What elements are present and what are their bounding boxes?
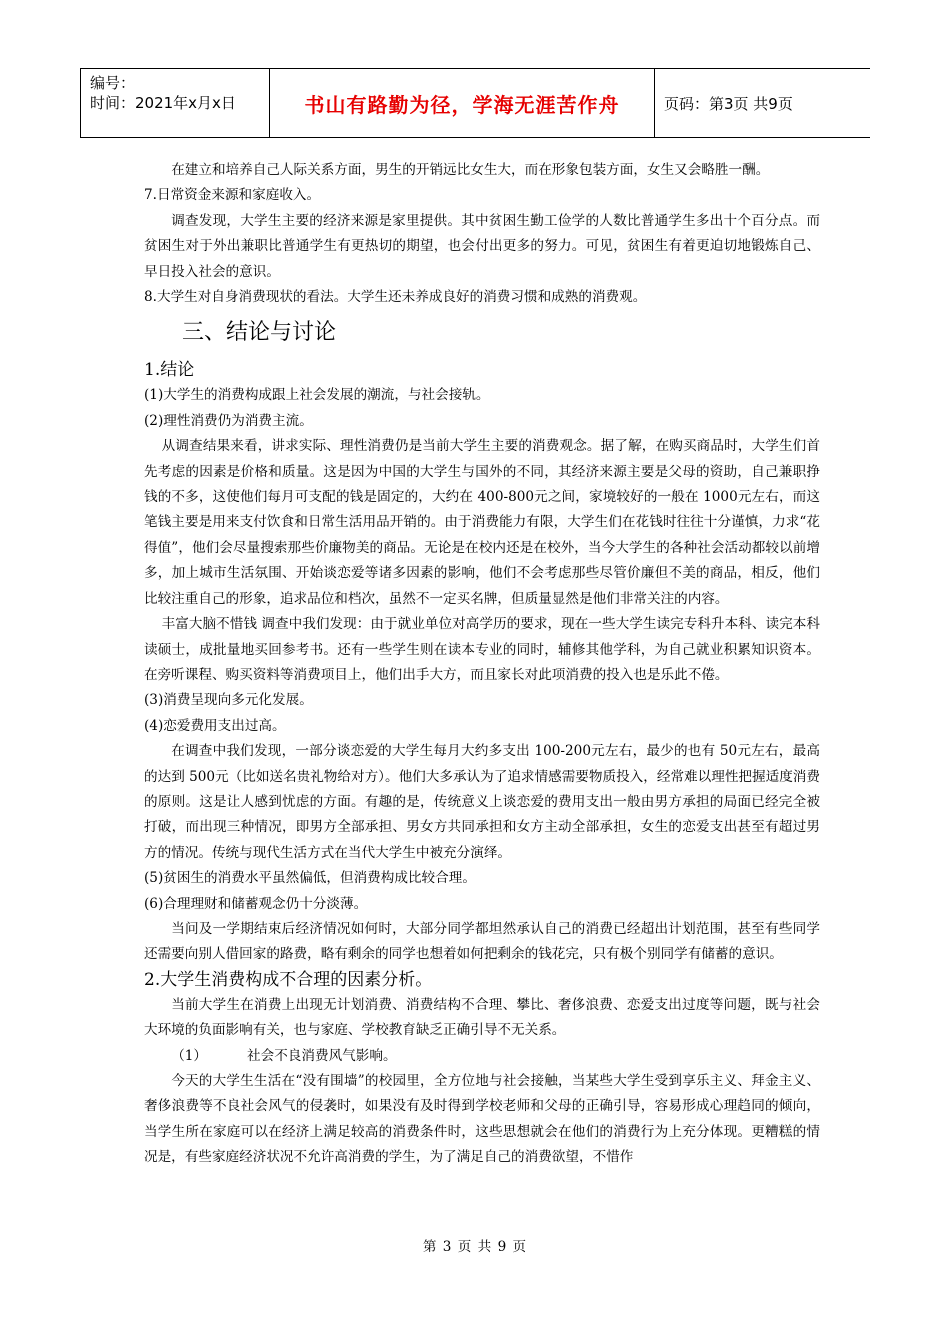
list-number: （1）	[171, 1047, 208, 1064]
subsection-heading: 1.结论	[144, 360, 195, 381]
paragraph: 调查发现，大学生主要的经济来源是家里提供。其中贫困生勤工俭学的人数比普通学生多出十个百分点。而贫困生对于外出兼职比普通学生有更热切的期望，也会付出更多的努力。可见，贫困生有着更迫切地锻炼自己、早日投入社会的意识。	[144, 212, 820, 280]
paragraph: 从调查结果来看，讲求实际、理性消费仍是当前大学生主要的消费观念。据了解，在购买商品时，大学生们首先考虑的因素是价格和质量。这是因为中国的大学生与国外的不同，其经济来源主要是父母的资助，自己兼职挣钱的不多，这使他们每月可支配的钱是固定的，大约在 400-800元之间，家境较好的一般在 1000元左右，而这笔钱主要是用来支付饮食和日常生活用品开销的。由于消费能力有限，大学生们在花钱时往往十分谨慎，力求“花得值”，他们会尽量搜索那些价廉物美的商品。无论是在校内还是在校外，当今大学生的各种社会活动都较以前增多，加上城市生活氛围、开始谈恋爱等诸多因素的影响，他们不会考虑那些尽管价廉但不美的商品，相反，他们比较注重自己的形象，追求品位和档次，虽然不一定买名牌，但质量显然是他们非常关注的内容。	[144, 438, 820, 607]
list-item	[144, 1044, 820, 1069]
paragraph: 丰富大脑不惜钱 调查中我们发现：由于就业单位对高学历的要求，现在一些大学生读完专科升本科、读完本科读硕士，成批量地买回参考书。还有一些学生则在读本专业的同时，辅修其他学科，为自己就业积累知识资本。在旁听课程、购买资料等消费项目上，他们出手大方，而且家长对此项消费的投入也是乐此不倦。	[144, 616, 820, 683]
list-item: 7.日常资金来源和家庭收入。	[144, 187, 321, 204]
paragraph: 当问及一学期结束后经济情况如何时，大部分同学都坦然承认自己的消费已经超出计划范围，甚至有些同学还需要向别人借回家的路费，略有剩余的同学也想着如何把剩余的钱花完，只有极个别同学有储蓄的意识。	[144, 920, 820, 963]
header-meta	[90, 73, 265, 113]
header-divider	[654, 69, 655, 137]
list-item: (2)理性消费仍为消费主流。	[144, 412, 313, 429]
paragraph: 在建立和培养自己人际关系方面，男生的开销远比女生大，而在形象包装方面，女生又会略胜一酬。	[171, 162, 770, 178]
paragraph: 在调查中我们发现，一部分谈恋爱的大学生每月大约多支出 100-200元左右，最少的也有 50元左右，最高的达到 500元（比如送名贵礼物给对方）。他们大多承认为了追求情感需要物质投入，经常难以理性把握适度消费的原则。这是让人感到忧虑的方面。有趣的是，传统意义上谈恋爱的费用支出一般由男方承担的局面已经完全被打破，而出现三种情况，即男方全部承担、男女方共同承担和女方主动全部承担，女生的恋爱支出甚至有超过男方的情况。传统与现代生活方式在当代大学生中被充分演绎。	[144, 743, 820, 861]
paragraph: 当前大学生在消费上出现无计划消费、消费结构不合理、攀比、奢侈浪费、恋爱支出过度等问题，既与社会大环境的负面影响有关，也与家庭、学校教育缺乏正确引导不无关系。	[144, 996, 820, 1039]
list-text: 社会不良消费风气影响。	[247, 1047, 397, 1064]
list-item: (6)合理理财和储蓄观念仍十分淡薄。	[144, 895, 368, 912]
header-page-number: 页码：第3页 共9页	[664, 94, 793, 113]
list-item: (4)恋爱费用支出过高。	[144, 717, 286, 734]
header-date-label: 时间：2021年x月x日	[90, 94, 236, 112]
document-body	[144, 158, 820, 1171]
list-item: (1)大学生的消费构成跟上社会发展的潮流，与社会接轨。	[144, 387, 490, 404]
header-motto: 书山有路勤为径，学海无涯苦作舟	[304, 92, 620, 117]
list-item: (3)消费呈现向多元化发展。	[144, 692, 313, 709]
list-item: 8.大学生对自身消费现状的看法。大学生还未养成良好的消费习惯和成熟的消费观。	[144, 289, 647, 306]
page-footer: 第 3 页 共 9 页	[422, 1239, 528, 1255]
subsection-heading: 2.大学生消费构成不合理的因素分析。	[144, 969, 433, 990]
section-heading: 三、结论与讨论	[182, 320, 337, 346]
header-divider	[80, 69, 81, 137]
header-id-label: 编号：	[90, 74, 136, 92]
page-header	[80, 68, 870, 138]
list-item: (5)贫困生的消费水平虽然偏低，但消费构成比较合理。	[144, 870, 476, 887]
paragraph: 今天的大学生生活在“没有围墙”的校园里，全方位地与社会接触，当某些大学生受到享乐主义、拜金主义、奢侈浪费等不良社会风气的侵袭时，如果没有及时得到学校老师和父母的正确引导，容易形成心理趋同的倾向，当学生所在家庭可以在经济上满足较高的消费条件时，这些思想就会在他们的消费行为上充分体现。更糟糕的情况是，有些家庭经济状况不允许高消费的学生，为了满足自己的消费欲望，不惜作	[144, 1073, 820, 1166]
